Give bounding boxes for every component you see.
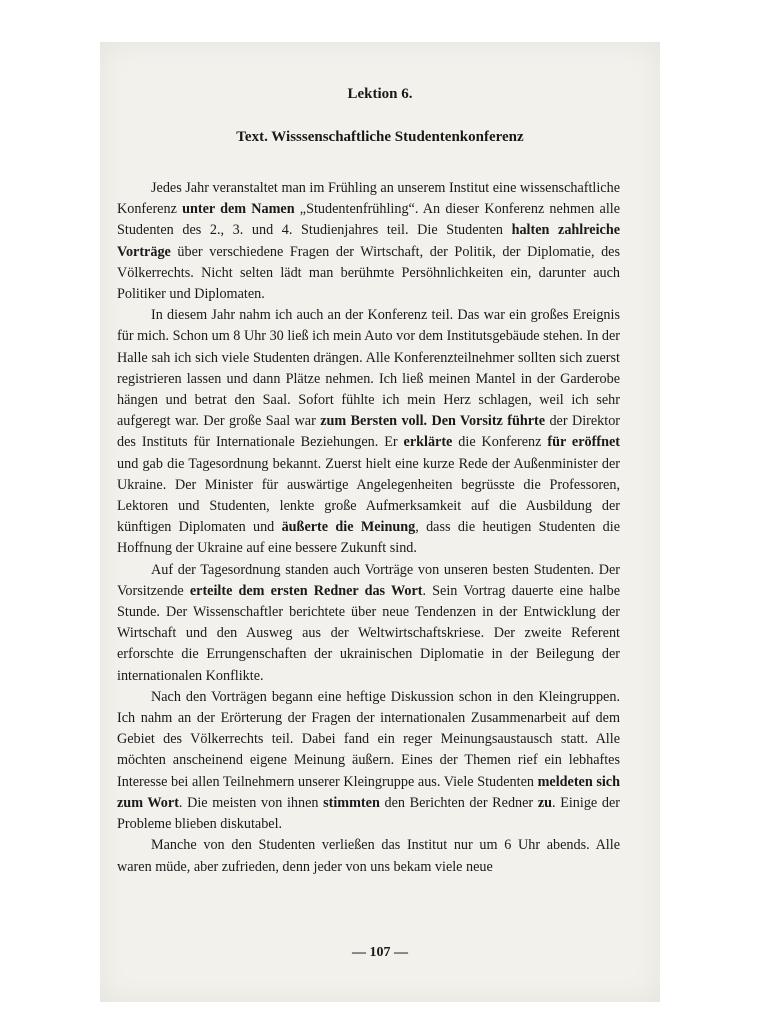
paragraph [117, 835, 620, 877]
lesson-heading: Lektion 6. [347, 86, 413, 102]
paragraph [117, 687, 620, 835]
body-text [117, 178, 620, 878]
book-page [100, 42, 660, 1002]
bold-phrase: unter dem Namen [182, 201, 295, 218]
text-run: „Studentenfrühling“. An dieser Konferenz nehmen alle Studenten des 2., 3. und 4. Studienjahres teil. Die Studenten [117, 201, 620, 239]
bold-phrase: erteilte dem ersten Redner das Wort [189, 582, 423, 599]
paragraph [117, 178, 620, 305]
text-run: die Konferenz [452, 434, 548, 451]
text-run: über verschiedene Fragen der Wirtschaft, der Politik, der Diplomatie, des Völkerrechts. Nicht selten lädt man berühmte Persöhnlichkeiten ein, darunter auch Politiker und Diplomaten. [117, 243, 620, 303]
text-run: Auf der Tagesordnung standen auch Vorträge von unseren besten Studenten. Der Vorsitzende [117, 561, 620, 599]
bold-phrase: halten zahlreiche Vorträge [117, 222, 621, 260]
paragraph [117, 305, 620, 559]
text-title: Text. Wisssenschaftliche Studentenkonferenz [236, 129, 524, 145]
bold-phrase: stimmten [323, 794, 380, 811]
text-run: In diesem Jahr nahm ich auch an der Konferenz teil. Das war ein großes Ereignis für mich. Schon um 8 Uhr 30 ließ ich mein Auto vor dem Institutsgebäude stehen. In der Halle sah ich sich viele Studenten drängen. Alle Konferenzteilnehmer sollten sich zuerst registrieren lassen und dann Plätze nehmen. Ich ließ meinen Mantel in der Garderobe hängen und betrat den Saal. Sofort fühlte ich mein Herz schlagen, weil ich sehr aufgeregt war. Der große Saal war [117, 307, 620, 430]
bold-phrase: äußerte die Meinung [281, 519, 416, 536]
bold-phrase: erklärte [403, 434, 453, 451]
bold-phrase: für eröffnet [547, 434, 620, 451]
text-run: Nach den Vorträgen begann eine heftige Diskussion schon in den Kleingruppen. Ich nahm an der Erörterung der Fragen der internationalen Zusammenarbeit auf dem Gebiet des Völkerrechts teil. Dabei fand ein reger Meinungsaustausch statt. Alle möchten anscheinend eigene Meinung äußern. Eines der Themen rief ein lebhaftes Interesse bei allen Teilnehmern unserer Kleingruppe aus. Viele Studenten [117, 688, 620, 790]
text-run: den Berichten der Redner [379, 794, 538, 811]
bold-phrase: meldeten sich zum Wort [117, 773, 620, 811]
page-number: — 107 — [352, 945, 408, 960]
text-run: Manche von den Studenten verließen das Institut nur um 6 Uhr abends. Alle waren müde, aber zufrieden, denn jeder von uns bekam viele neue [117, 837, 620, 875]
bold-phrase: zum Bersten voll. Den Vorsitz führte [320, 413, 546, 430]
text-run: . Einige der Probleme blieben diskutabel. [117, 794, 620, 833]
text-run: . Die meisten von ihnen [178, 794, 324, 811]
text-run: der Direktor des Instituts für Internationale Beziehungen. Er [117, 413, 621, 451]
paragraph [117, 560, 620, 687]
text-run: Jedes Jahr veranstaltet man im Frühling an unserem Institut eine wissenschaftliche Konferenz [117, 180, 620, 218]
text-run: , dass die heutigen Studenten die Hoffnung der Ukraine auf eine bessere Zukunft sind. [117, 519, 621, 557]
text-run: . Sein Vortrag dauerte eine halbe Stunde. Der Wissenschaftler berichtete über neue Tendenzen in der Entwicklung der Wirtschaft und den Ausweg aus der Weltwirtschaftskriese. Der zweite Referent erforschte die Errungenschaften der ukrainischen Diplomatie in der Beilegung der internationalen Konflikte. [117, 582, 621, 684]
text-run: und gab die Tagesordnung bekannt. Zuerst hielt eine kurze Rede der Außenminister der Ukraine. Der Minister für auswärtige Angelegenheiten begrüsste die Professoren, Lektoren und Studenten, lenkte große Aufmerksamkeit auf die Ausbildung der künftigen Diplomaten und [117, 455, 620, 536]
bold-phrase: zu [537, 794, 552, 811]
